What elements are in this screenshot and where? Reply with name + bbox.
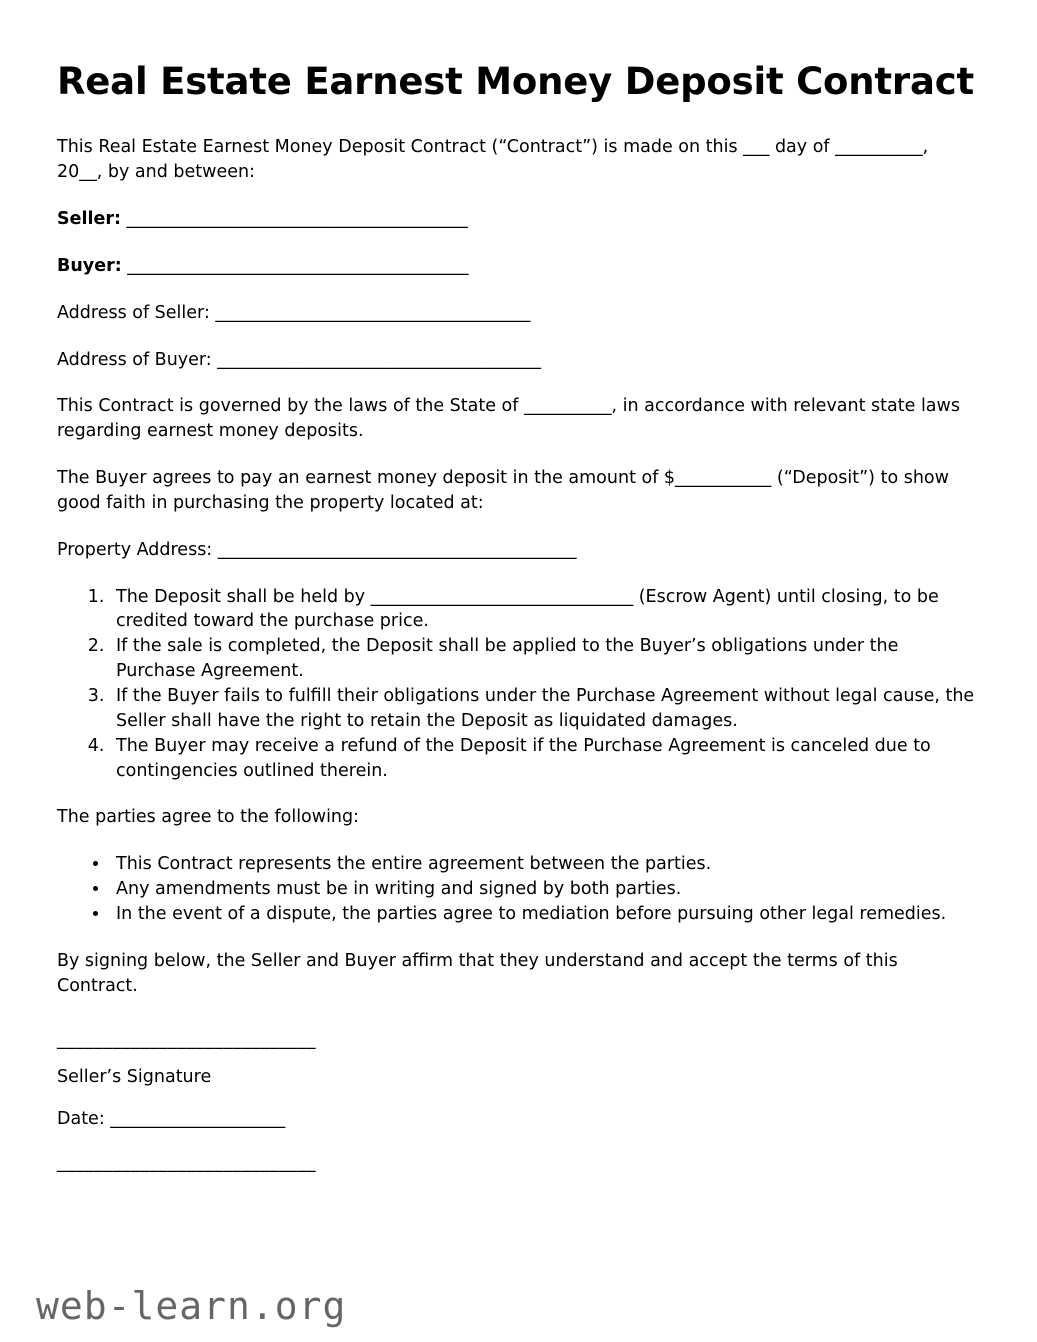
seller-signature-rule: ____________________________ (57, 1030, 316, 1051)
buyer-field-line (57, 254, 975, 279)
parties-agree-intro: The parties agree to the following: (57, 807, 360, 828)
address-of-buyer-line: Address of Buyer: _____________________________________ (57, 349, 542, 370)
buyer-label: Buyer: (57, 255, 122, 276)
parties-agree-list (57, 852, 975, 927)
list-item: • This Contract represents the entire agreement between the parties. (110, 852, 975, 877)
property-address-line: Property Address: _________________________________________ (57, 539, 577, 560)
list-item: 2. If the sale is completed, the Deposit shall be applied to the Buyer’s obligations under the Purchase Agreement. (110, 634, 975, 684)
seller-field-line (57, 207, 975, 232)
seller-date-line: Date: ____________________ (57, 1109, 286, 1130)
intro-paragraph: This Real Estate Earnest Money Deposit Contract (“Contract”) is made on this ___ day of __________, 20__, by and between: (57, 137, 929, 183)
deposit-terms-list (57, 585, 975, 784)
seller-label: Seller: (57, 209, 121, 230)
governing-law-paragraph: This Contract is governed by the laws of the State of __________, in accordance with relevant state laws regarding earnest money deposits. (57, 396, 960, 442)
affirmation-paragraph: By signing below, the Seller and Buyer affirm that they understand and accept the terms of this Contract. (57, 950, 898, 996)
buyer-signature-rule: ____________________________ (57, 1153, 316, 1174)
list-item: 4. The Buyer may receive a refund of the Deposit if the Purchase Agreement is canceled due to contingencies outlined therein. (110, 734, 975, 784)
deposit-amount-paragraph: The Buyer agrees to pay an earnest money deposit in the amount of $___________ (“Deposit”) to show good faith in purchasing the property located at: (57, 468, 949, 513)
seller-signature-label: Seller’s Signature (57, 1067, 212, 1088)
list-item: 1. The Deposit shall be held by ______________________________ (Escrow Agent) until closing, to be credited toward the purchase price. (110, 585, 975, 635)
watermark: web-learn.org (36, 1284, 347, 1328)
buyer-blank: _______________________________________ (121, 255, 469, 276)
page-title: Real Estate Earnest Money Deposit Contract (57, 60, 974, 103)
address-of-seller-line: Address of Seller: ____________________________________ (57, 302, 531, 323)
list-item: • Any amendments must be in writing and signed by both parties. (110, 877, 975, 902)
list-item: • In the event of a dispute, the parties agree to mediation before pursuing other legal remedies. (110, 902, 975, 927)
list-item: 3. If the Buyer fails to fulfill their obligations under the Purchase Agreement without legal cause, the Seller shall have the right to retain the Deposit as liquidated damages. (110, 684, 975, 734)
seller-blank: _______________________________________ (120, 209, 468, 230)
